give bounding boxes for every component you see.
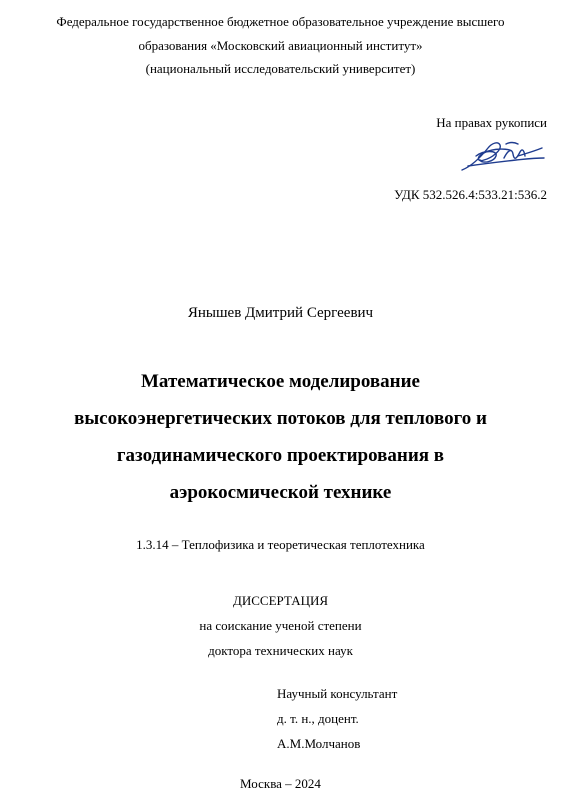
institution-line: образования «Московский авиационный институт» bbox=[138, 37, 423, 53]
speciality-code: 1.3.14 – Теплофизика и теоретическая теплотехника bbox=[136, 537, 425, 552]
author-name: Янышев Дмитрий Сергеевич bbox=[187, 305, 374, 321]
consultant-block bbox=[277, 681, 397, 756]
dissertation-line: ДИССЕРТАЦИЯ bbox=[232, 593, 329, 608]
dissertation-block bbox=[0, 588, 561, 663]
title-line: газодинамического проектирования в bbox=[116, 445, 445, 466]
title-line: Математическое моделирование bbox=[141, 371, 420, 392]
dissertation-line: на соискание ученой степени bbox=[199, 618, 362, 633]
city-year: Москва – 2024 bbox=[240, 776, 321, 791]
dissertation-title bbox=[0, 363, 561, 511]
consultant-line: Научный консультант bbox=[277, 686, 398, 701]
institution-line: (национальный исследовательский университет) bbox=[145, 61, 416, 76]
dissertation-line: доктора технических наук bbox=[208, 643, 353, 658]
signature-icon bbox=[458, 136, 548, 176]
institution-block bbox=[0, 10, 561, 81]
title-line: аэрокосмической технике bbox=[169, 482, 392, 503]
institution-line: Федеральное государственное бюджетное образовательное учреждение высшего bbox=[56, 14, 505, 29]
title-line: высокоэнергетических потоков для теплового и bbox=[74, 408, 487, 429]
consultant-line: д. т. н., доцент. bbox=[277, 711, 359, 726]
udk-code: УДК 532.526.4:533.21:536.2 bbox=[394, 187, 547, 202]
manuscript-note: На правах рукописи bbox=[436, 115, 547, 130]
consultant-line: А.М.Молчанов bbox=[277, 736, 361, 751]
